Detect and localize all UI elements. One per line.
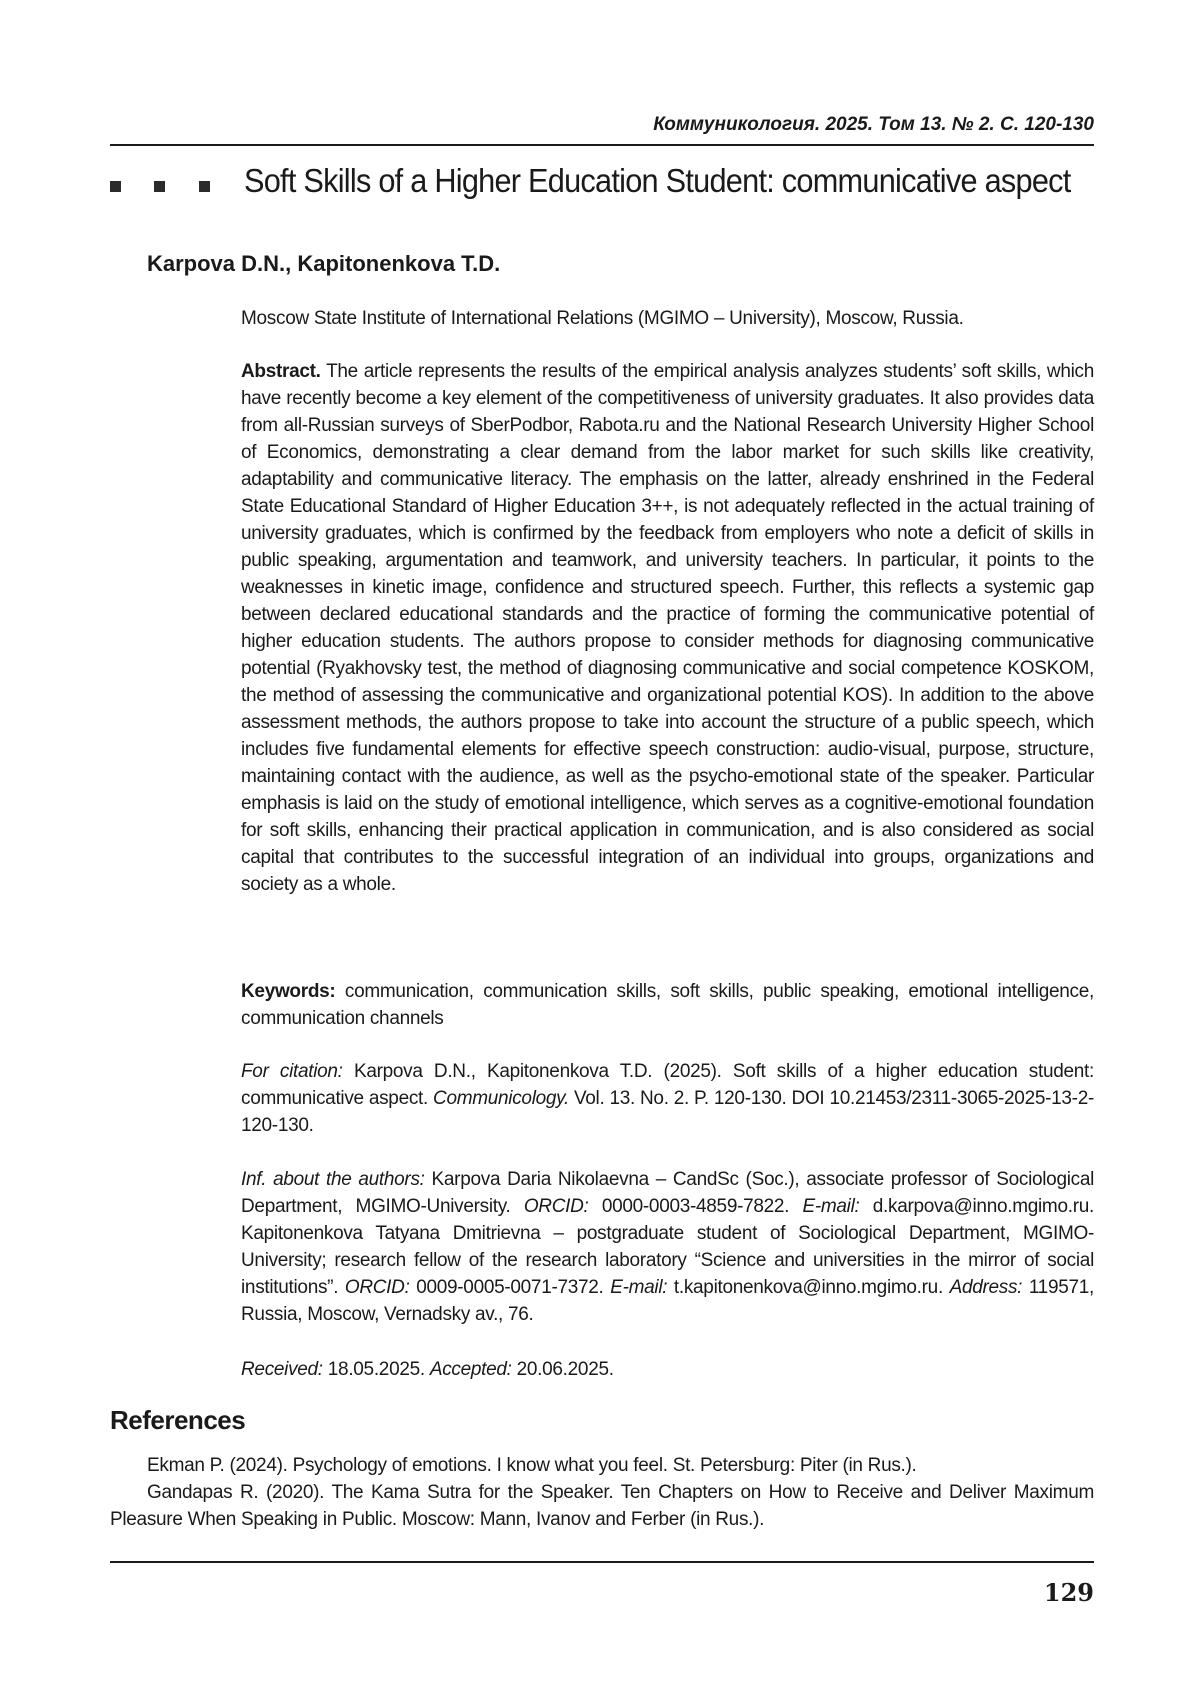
title-row [110, 162, 1110, 208]
square-bullet-icon [110, 181, 121, 192]
running-head: Коммуникология. 2025. Том 13. № 2. С. 120-130 [653, 114, 1094, 135]
reference-item: Gandapas R. (2020). The Kama Sutra for the Speaker. Ten Chapters on How to Receive and Deliver Maximum Pleasure When Speaking in Public. Moscow: Mann, Ivanov and Ferber (in Rus.). [110, 1482, 1094, 1530]
authors-info-part1: Karpova Daria Nikolaevna – CandSc (Soc.), associate professor of Sociological Department, MGIMO-University. [241, 1169, 1095, 1217]
authors: Karpova D.N., Kapitonenkova T.D. [147, 251, 501, 276]
authors-info-part2: d.karpova@inno.mgimo.ru. Kapitonenkova Tatyana Dmitrievna – postgraduate student of Sociological Department, MGIMO-University; research fellow of the research laboratory “Science and universities in the mirror of social institutions”. [241, 1196, 1094, 1298]
abstract [241, 358, 1094, 898]
dates [241, 1356, 1094, 1383]
references-list [110, 1452, 1094, 1533]
accepted-date: 20.06.2025. [516, 1359, 614, 1380]
email-label: E-mail: [610, 1277, 668, 1298]
keywords-text: communication, communication skills, soft skills, public speaking, emotional intelligence, communication channels [241, 981, 1095, 1029]
keywords-label: Keywords: [241, 981, 336, 1002]
authors-info [241, 1166, 1094, 1328]
page-number: 129 [1043, 1578, 1094, 1607]
header-rule [110, 144, 1094, 146]
orcid-value: 0009-0005-0071-7372. [416, 1277, 604, 1298]
address-label: Address: [949, 1277, 1023, 1298]
orcid-label: ORCID: [523, 1196, 589, 1217]
email-value: t.kapitonenkova@inno.mgimo.ru. [673, 1277, 943, 1298]
received-date: 18.05.2025. [327, 1359, 425, 1380]
accepted-label: Accepted: [429, 1359, 512, 1380]
abstract-label: Abstract. [241, 361, 321, 382]
abstract-text: The article represents the results of the empirical analysis analyzes students’ soft skills, which have recently become a key element of the competitiveness of university graduates. It also provides data from all-Russian surveys of SberPodbor, Rabota.ru and the National Research University Higher School of Economics, demonstrating a clear demand from the labor market for such skills like creativity, adaptability and communicative literacy. The emphasis on the latter, already enshrined in the Federal State Educational Standard of Higher Education 3++, is not adequately reflected in the actual training of university graduates, which is confirmed by the feedback from employers who note a deficit of skills in public speaking, argumentation and teamwork, and university teachers. In particular, it points to the weaknesses in kinetic image, confidence and structured speech. Further, this reflects a systemic gap between declared educational standards and the practice of forming the communicative potential of higher education students. The authors propose to consider methods for diagnosing communicative potential (Ryakhovsky test, the method of diagnosing communicative and social competence KOSKOM, the method of assessing the communicative and organizational potential KOS). In addition to the above assessment methods, the authors propose to take into account the structure of a public speech, which includes five fundamental elements for effective speech construction: audio-visual, purpose, structure, maintaining contact with the audience, as well as the psycho-emotional state of the speaker. Particular emphasis is laid on the study of emotional intelligence, which serves as a cognitive-emotional foundation for soft skills, enhancing their practical application in communication, and is also considered as social capital that contributes to the successful integration of an individual into groups, organizations and society as a whole. [241, 361, 1095, 895]
email-label: E-mail: [802, 1196, 860, 1217]
affiliation: Moscow State Institute of International Relations (MGIMO – University), Moscow, Russia. [241, 308, 964, 329]
references-heading: References [110, 1405, 246, 1435]
square-bullet-icon [154, 181, 165, 192]
orcid-value: 0000-0003-4859-7822. [601, 1196, 790, 1217]
square-bullet-icon [199, 181, 210, 192]
citation-label: For citation: [241, 1061, 343, 1082]
address-value: 119571, Russia, Moscow, Vernadsky av., 76. [241, 1277, 1094, 1325]
orcid-label: ORCID: [344, 1277, 410, 1298]
citation-journal: Communicology. [433, 1088, 569, 1109]
reference-item: Ekman P. (2024). Psychology of emotions. I know what you feel. St. Petersburg: Piter (in Rus.). [147, 1455, 917, 1476]
citation-text: Karpova D.N., Kapitonenkova T.D. (2025). Soft skills of a higher education student: communicative aspect. [241, 1061, 1094, 1109]
authors-info-label: Inf. about the authors: [241, 1169, 425, 1190]
footer-rule [110, 1561, 1094, 1563]
citation [241, 1058, 1094, 1139]
received-label: Received: [241, 1359, 323, 1380]
keywords [241, 978, 1094, 1032]
citation-details: Vol. 13. No. 2. P. 120-130. DOI 10.21453/2311-3065-2025-13-2-120-130. [241, 1088, 1094, 1136]
article-title: Soft Skills of a Higher Education Student: communicative aspect [244, 162, 1071, 199]
